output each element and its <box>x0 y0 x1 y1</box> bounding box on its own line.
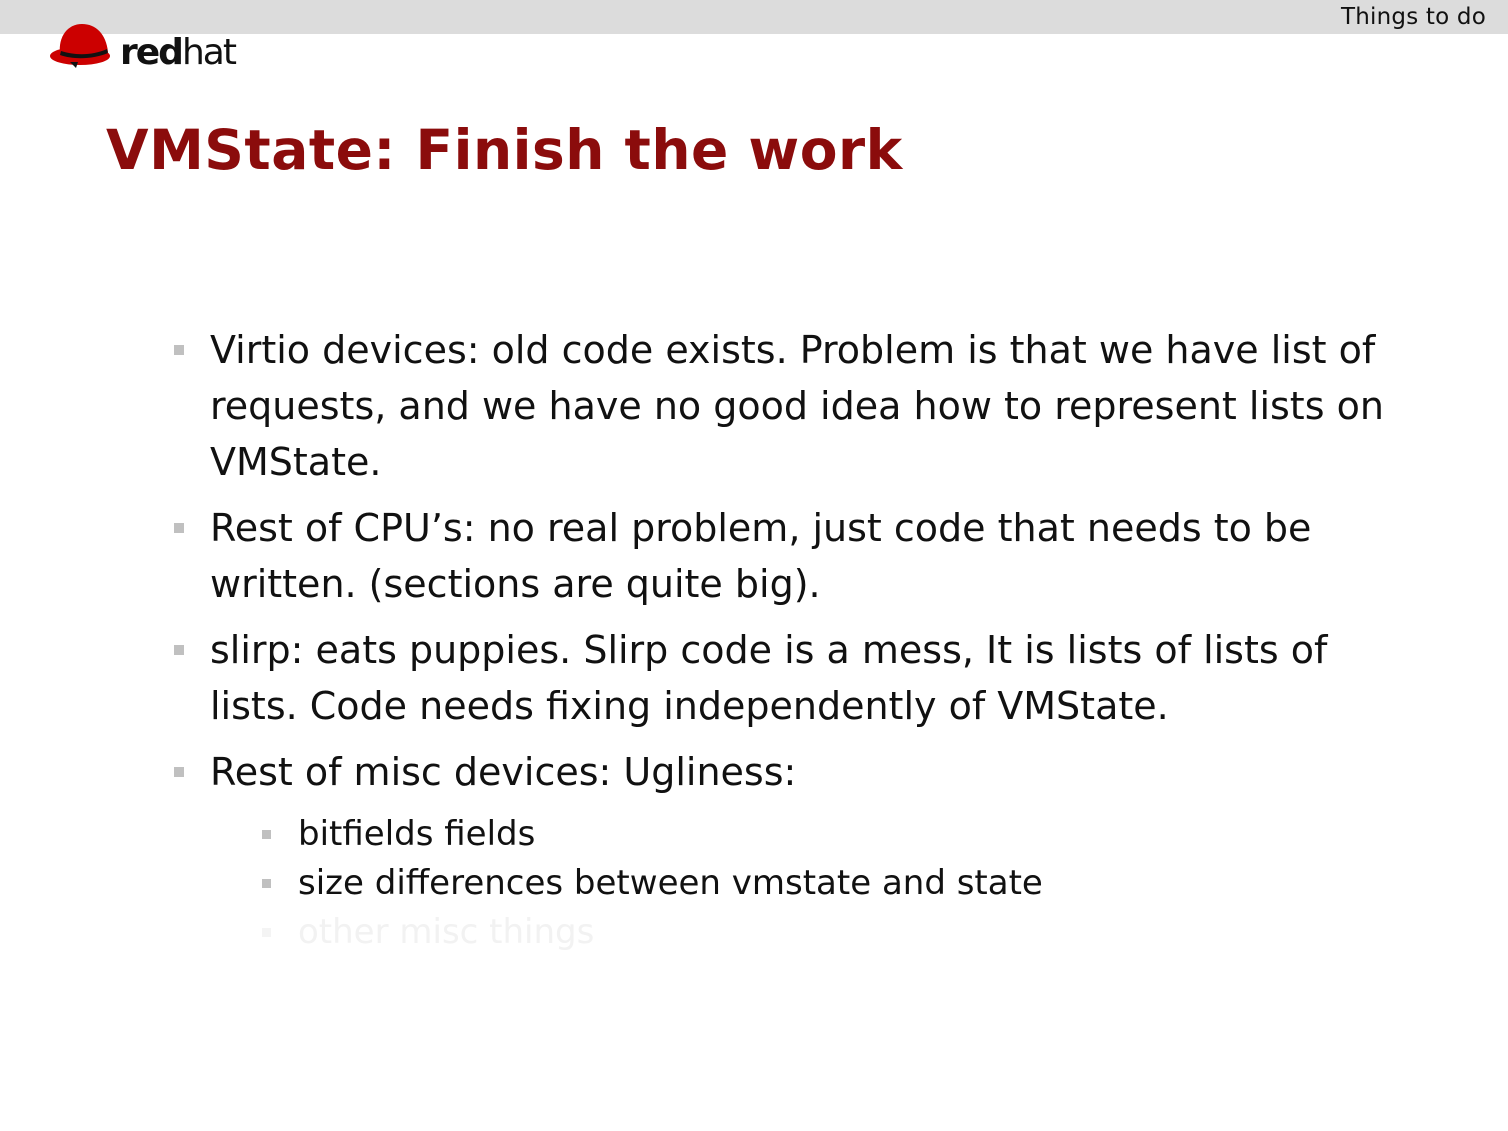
bullet-marker <box>174 645 184 655</box>
sub-bullet-marker <box>262 830 271 839</box>
bullet-list <box>172 322 1412 967</box>
logo-text-hat: hat <box>181 32 235 73</box>
redhat-fedora-icon <box>48 18 118 70</box>
sub-bullet-item <box>262 859 1412 908</box>
slide-title: VMState: Finish the work <box>106 118 903 182</box>
bullet-text: Virtio devices: old code exists. Problem is that we have list of requests, and we have no good idea how to represent lists on VMState. <box>210 328 1384 484</box>
sub-bullet-text: size differences between vmstate and state <box>298 863 1043 903</box>
section-title: Things to do <box>1341 4 1486 30</box>
bullet-item-misc-devices <box>172 744 1412 957</box>
sub-bullet-item <box>262 810 1412 859</box>
bullet-text: Rest of misc devices: Ugliness: <box>210 750 797 794</box>
sub-bullet-marker <box>262 928 271 937</box>
bullet-text: slirp: eats puppies. Slirp code is a mess, It is lists of lists of lists. Code needs fixing independently of VMState. <box>210 628 1328 728</box>
sub-bullet-text: other misc things <box>298 912 595 952</box>
redhat-logo <box>48 18 238 74</box>
bullet-marker <box>174 523 184 533</box>
bullet-item-virtio <box>172 322 1412 490</box>
bullet-item-cpus <box>172 500 1412 612</box>
bullet-marker <box>174 767 184 777</box>
sub-bullet-text: bitfields fields <box>298 814 536 854</box>
bullet-text: Rest of CPU’s: no real problem, just code that needs to be written. (sections are quite big). <box>210 506 1312 606</box>
logo-text-red: red <box>120 32 182 73</box>
logo-wordmark <box>120 32 235 73</box>
bullet-item-slirp <box>172 622 1412 734</box>
sub-bullet-item-faded <box>262 908 1412 957</box>
sub-bullet-list <box>262 810 1412 957</box>
sub-bullet-marker <box>262 879 271 888</box>
bullet-marker <box>174 345 184 355</box>
